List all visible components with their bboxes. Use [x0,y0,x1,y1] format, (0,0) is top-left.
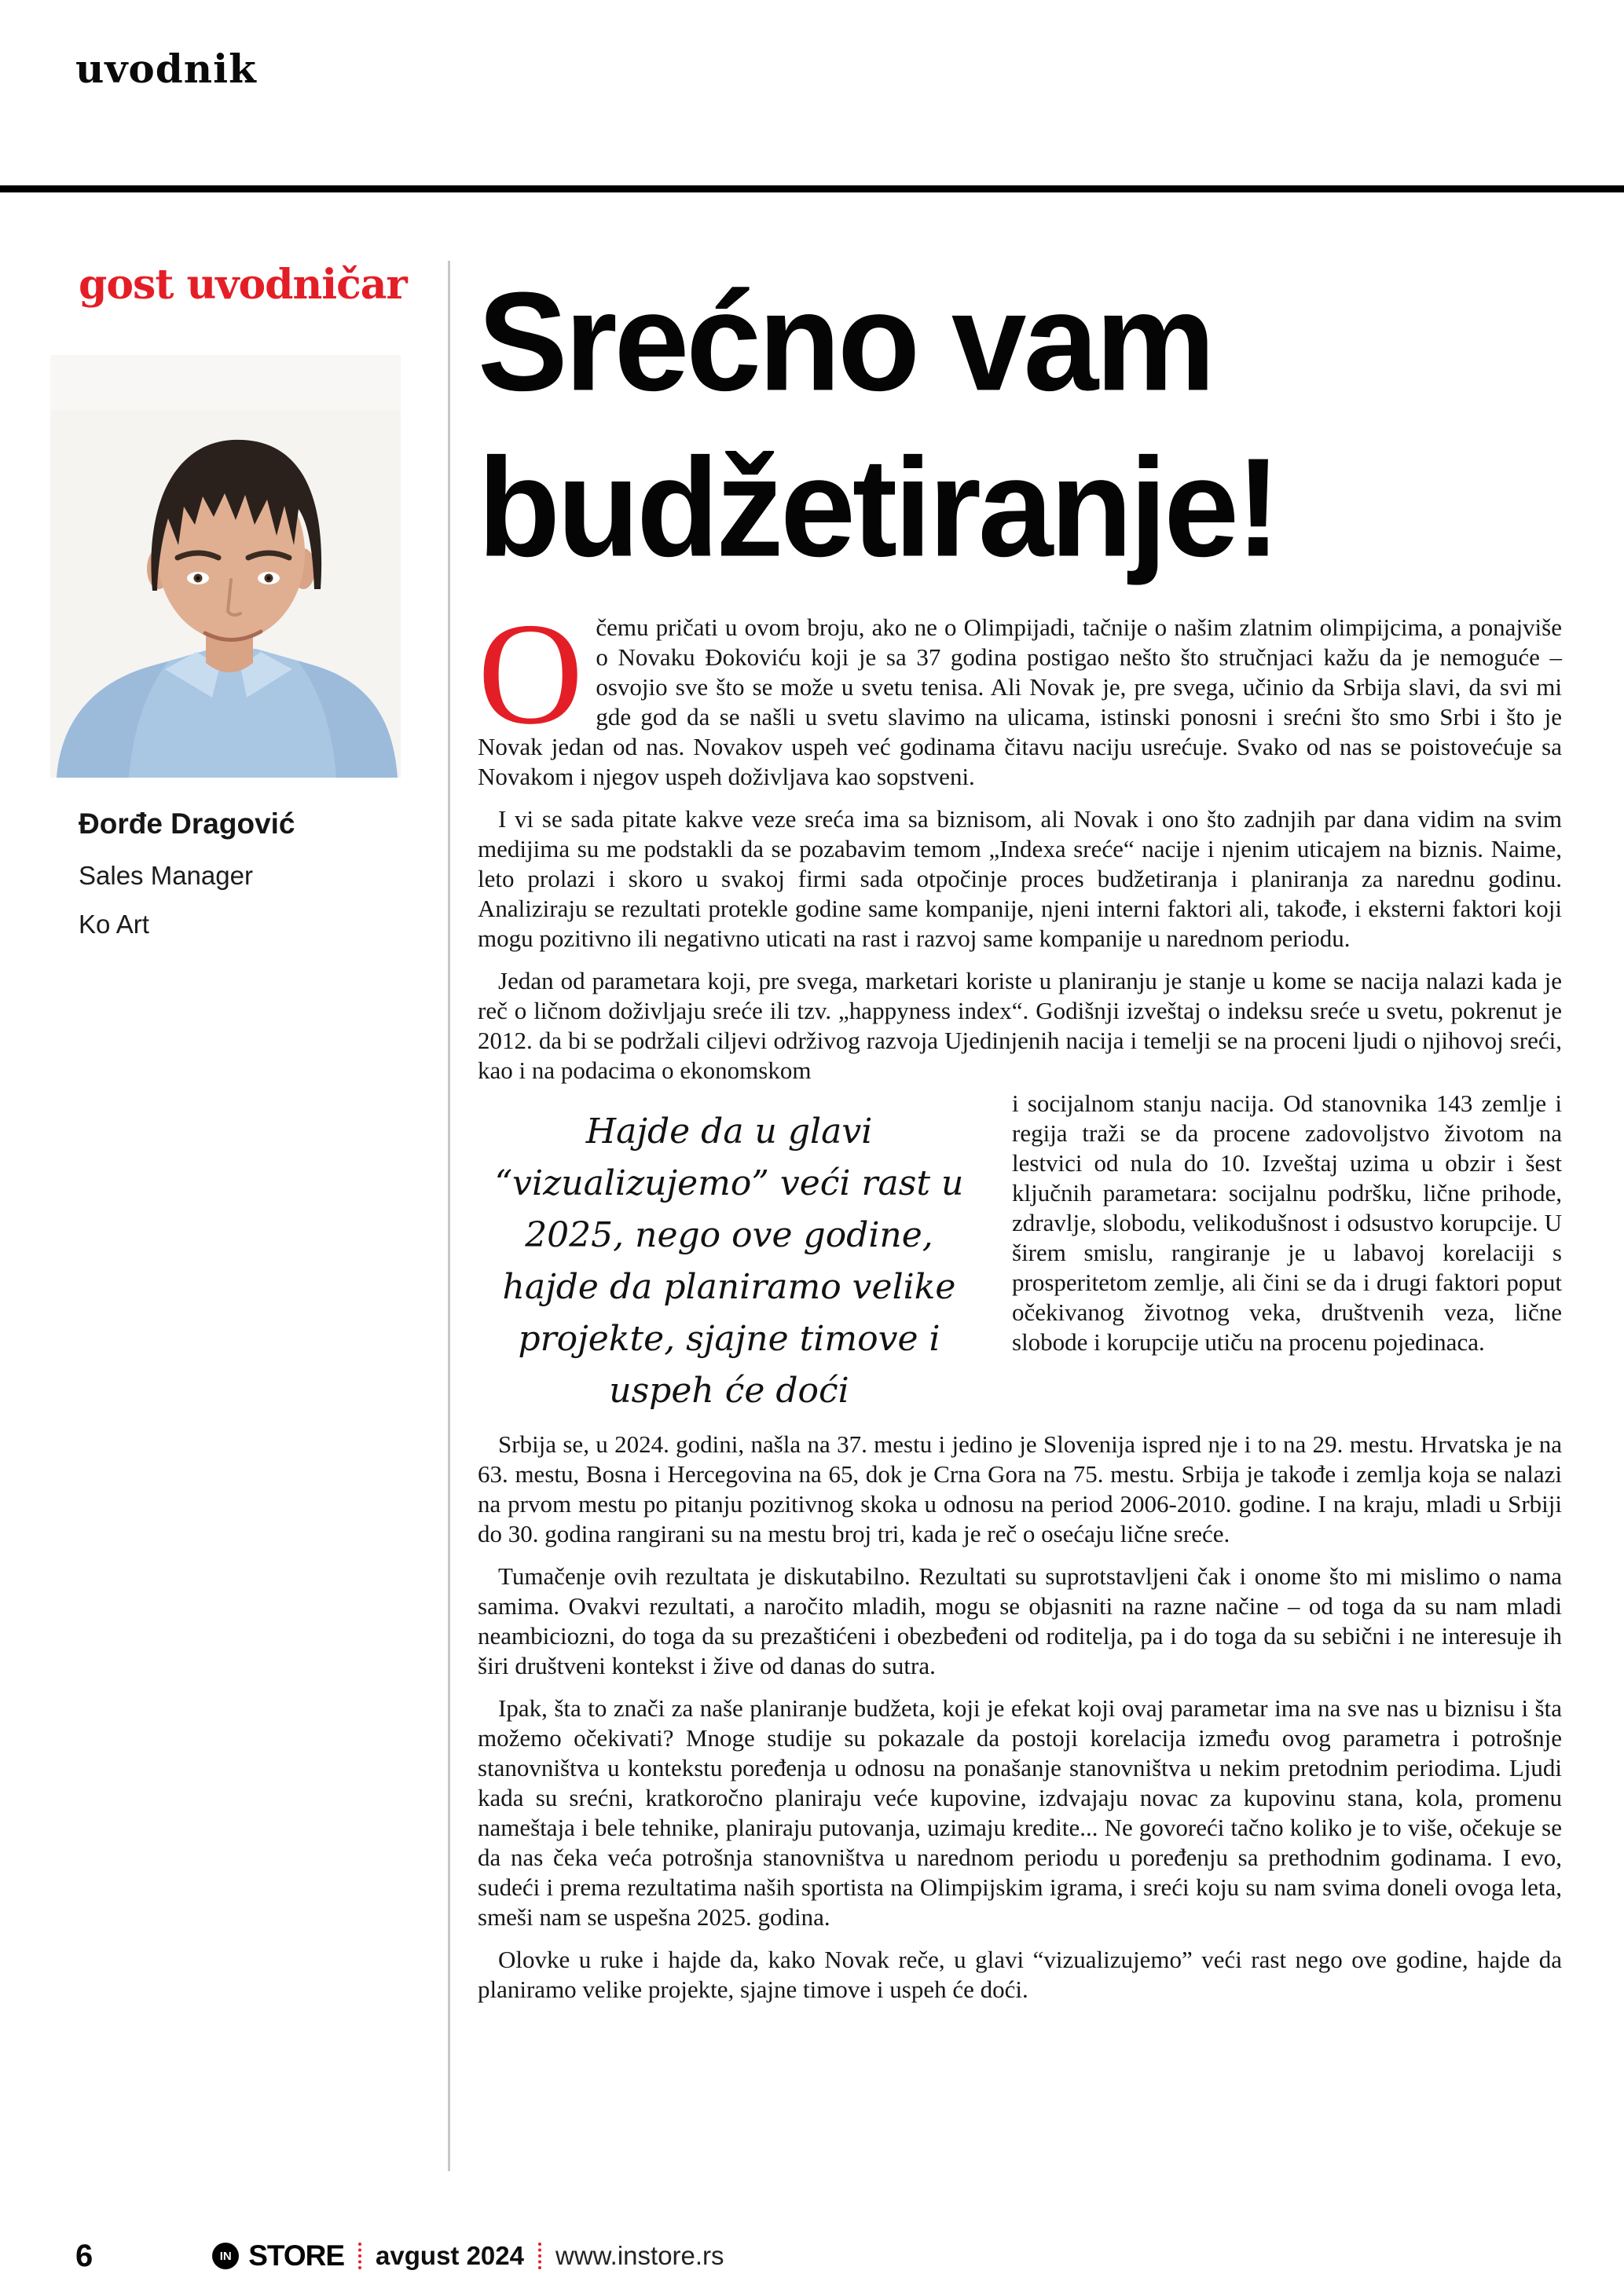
dotted-separator-icon [358,2243,361,2269]
page-number: 6 [75,2238,93,2273]
quote-and-text-row [478,1089,1562,1417]
instore-logo [212,2239,344,2272]
drop-cap: O [478,593,584,755]
article-paragraph-3-intro: Jedan od parametara koji, pre svega, marketari koriste u planiranju je stanje u kome se nacija nalazi kada je reč o ličnom doživljaju sreće ili tzv. „happyness index“. Godišnji izveštaj o indeksu sreće u svetu, pokrenut je 2012. da bi se podržali ciljevi održivog razvoja Ujedinjenih nacija i temelji se na proceni ljudi o njihovoj sreći, kao i na podacima o ekonomskom [478,967,1562,1084]
headline-line-2: budžetiranje! [478,429,1278,586]
top-rule [0,185,1624,192]
article-headline [478,259,1562,591]
author-portrait-illustration [50,355,401,778]
author-name: Đorđe Dragović [79,807,295,840]
article-paragraph-6: Ipak, šta to znači za naše planiranje budžeta, koji je efekat koji ovaj parametar ima na sve nas u biznisu i šta možemo očekivati? Mnoge studije su pokazale da postoji korelacija između ovog parametra i potrošnje stanovništva u kontekstu poređenja u odnosu na ponašanje stanovništva u nekim pretodnim periodima. Ljudi kada su srećni, kratkoročno planiraju veće kupovine, izdvajaju novac za kupovinu stana, kola, promenu nameštaja i bele tehnike, planiraju putovanja, uzimaju kredite... Ne govoreći tačno koliko je to više, očekuje se da nas čeka veća potrošnja stanovništva u narednom periodu u poređenju sa prethodnim godinama. I evo, sudeći i prema rezultatima naših sportista na Olimpijskim igrama, i sreći koju su nam svima doneli ovoga leta, smeši nam se uspešna 2025. godina. [478,1694,1562,1931]
logo-store-text: STORE [248,2239,345,2272]
headline-line-1: Srećno vam [478,263,1213,420]
article [478,259,1562,2005]
author-photo [50,355,401,778]
paragraph-1-text: čemu pričati u ovom broju, ako ne o Olimpijadi, tačnije o našim zlatnim olimpijcima, a ponajviše o Novaku Đokoviću koji je sa 37 godina postigao nešto što stručnjaci kažu da je nemoguće – osvojio sve što se može u svetu tenisa. Ali Novak je, pre svega, učinio da Srbija slavi, da svi mi gde god da se našli u svetu slavimo na ulicama, istinski ponosni i srećni što smo Srbi i što je Novak jedan od nas. Novakov uspeh već godinama čitavu naciju usrećuje. Svako od nas se poistovećuje sa Novakom i njegov uspeh doživljava kao sopstveni. [478,613,1562,790]
page-footer [0,2232,1624,2280]
article-paragraph-3-continued: i socijalnom stanju nacija. Od stanovnika 143 zemlje i regija traži se da procene zadovoljstvo životom na lestvici od nula do 10. Izveštaj uzima u obzir i šest ključnih parametara: socijalnu podršku, lične prihode, zdravlje, slobodu, velikodušnost i odsustvo korupcije. U širem smislu, rangiranje je u labavoj korelaciji s prosperitetom zemlje, ali čini se da i drugi faktori poput očekivanog životnog veka, društvenih veza, lične slobode i korupcije utiču na procenu pojedinaca. [1012,1089,1562,1356]
pull-quote: Hajde da u glavi “vizualizujemo” veći rast u 2025, nego ove godine, hajde da planiramo velike projekte, sjajne timove i uspeh će doći [494,1111,964,1411]
column-divider [448,261,450,2171]
in-circle-icon: IN [212,2243,239,2269]
article-paragraph-1 [478,593,1562,792]
author-company: Ko Art [79,910,149,939]
author-title: Sales Manager [79,861,253,890]
dotted-separator-icon [538,2243,541,2269]
article-paragraph-2: I vi se sada pitate kakve veze sreća ima sa biznisom, ali Novak i ono što zadnjih par dana vidim na svim medijima su me podstakli da se pozabavim temom „Indexa sreće“ nacije i njenim uticajem na biznis. Naime, leto prolazi i skoro u svakoj firmi sada otpočinje proces budžetiranja i planiranja za narednu godinu. Analiziraju se rezultati protekle godine same kompanije, njeni interni faktori ali, takođe, i eksterni faktori koji mogu pozitivno ili negativno uticati na rast i razvoj same kompanije u narednom periodu. [478,805,1562,952]
wrap-column [1012,1089,1562,1357]
article-paragraph-4: Srbija se, u 2024. godini, našla na 37. mestu i jedino je Slovenija ispred nje i to na 29. mestu. Hrvatska je na 63. mestu, Bosna i Hercegovina na 65, dok je Crna Gora na 75. mestu. Srbija je takođe i zemlja koja se nalazi na prvom mestu po pitanju pozitivnog skoka u odnosu na period 2006-2010. godine. I na kraju, mladi u Srbiji do 30. godina rangirani su na mestu broj tri, kada je reč o osećaju lične sreće. [478,1430,1562,1547]
article-paragraph-7: Olovke u ruke i hajde da, kako Novak reče, u glavi “vizualizujemo” veći rast nego ove godine, hajde da planiramo velike projekte, sjajne timove i uspeh će doći. [478,1946,1562,2003]
article-paragraph-5: Tumačenje ovih rezultata je diskutabilno. Rezultati su suprotstavljeni čak i onome što mi mislimo o nama samima. Ovakvi rezultati, a naročito mladih, mogu se objasniti na razne načine – od toga da su nam mladi neambiciozni, do toga da su prezaštićeni i obezbeđeni od roditelja, pa i do toga da su sebični i ne interesuje ih širi društveni kontekst i žive od danas do sutra. [478,1562,1562,1679]
section-label: uvodnik [75,46,257,92]
issue-date: avgust 2024 [376,2241,524,2270]
website-url: www.instore.rs [555,2241,724,2270]
kicker: gost uvodničar [79,261,407,309]
